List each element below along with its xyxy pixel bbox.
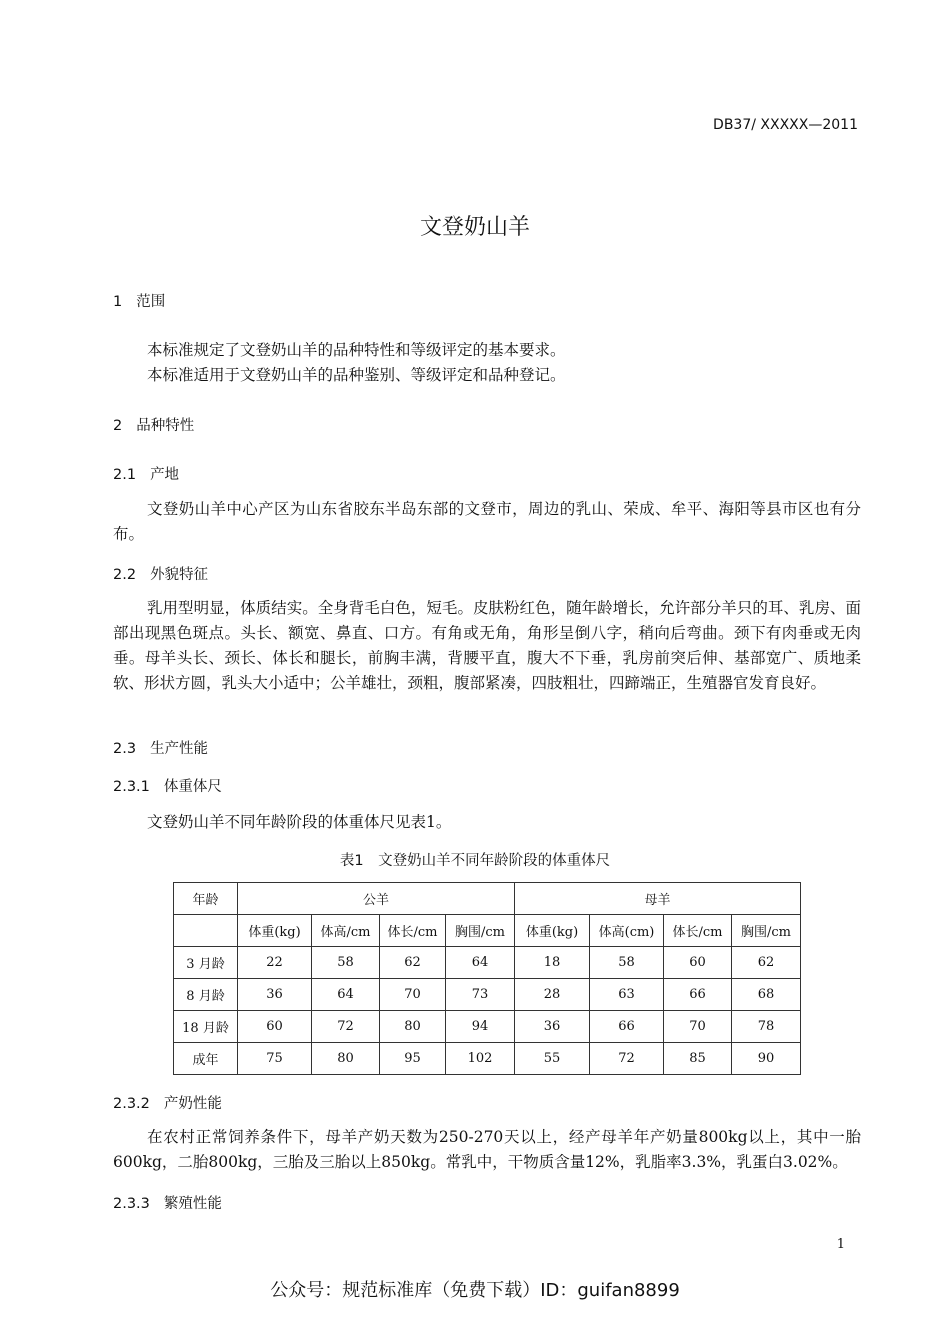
age-cell: 成年 (174, 1043, 238, 1075)
section-title: 品种特性 (136, 418, 195, 434)
column-header: 体高/cm (312, 915, 380, 947)
table-cell: 36 (515, 1011, 590, 1043)
table-cell: 62 (380, 947, 446, 979)
column-header: 体重(kg) (238, 915, 312, 947)
table-row (174, 947, 801, 979)
scope-line-1: 本标准规定了文登奶山羊的品种特性和等级评定的基本要求。 (147, 341, 566, 359)
page-number: 1 (836, 1237, 845, 1252)
table-cell: 66 (664, 979, 732, 1011)
table-cell: 70 (664, 1011, 732, 1043)
section-number: 2 (113, 418, 123, 434)
table-row (174, 1011, 801, 1043)
table-cell: 73 (446, 979, 515, 1011)
section-2-3-2-heading (113, 1092, 222, 1113)
section-title: 范围 (136, 294, 166, 310)
table-cell: 63 (590, 979, 664, 1011)
section-title: 体重体尺 (163, 779, 222, 795)
section-2-1-heading (113, 463, 179, 484)
age-cell: 8 月龄 (174, 979, 238, 1011)
table-cell: 72 (312, 1011, 380, 1043)
section-title: 产地 (150, 467, 180, 483)
table-cell: 22 (238, 947, 312, 979)
age-cell: 3 月龄 (174, 947, 238, 979)
table-cell: 66 (590, 1011, 664, 1043)
male-group-header: 公羊 (238, 883, 515, 915)
table-header-row (174, 883, 801, 915)
table-cell: 58 (590, 947, 664, 979)
section-title: 繁殖性能 (163, 1196, 222, 1212)
table-cell: 58 (312, 947, 380, 979)
table-cell: 60 (238, 1011, 312, 1043)
column-header: 体高(cm) (590, 915, 664, 947)
table-cell: 64 (312, 979, 380, 1011)
table-row (174, 1043, 801, 1075)
table-cell: 28 (515, 979, 590, 1011)
table-subheader-row (174, 915, 801, 947)
column-header: 胸围/cm (732, 915, 801, 947)
table-cell: 36 (238, 979, 312, 1011)
table-cell: 55 (515, 1043, 590, 1075)
table-cell: 70 (380, 979, 446, 1011)
age-header: 年龄 (174, 883, 238, 915)
table-cell: 68 (732, 979, 801, 1011)
section-title: 外貌特征 (150, 567, 209, 583)
table-cell: 94 (446, 1011, 515, 1043)
section-2-2-heading (113, 563, 208, 584)
female-group-header: 母羊 (515, 883, 801, 915)
section-1-heading (113, 290, 165, 311)
table-caption: 表1 文登奶山羊不同年龄阶段的体重体尺 (339, 853, 611, 869)
table-cell (174, 915, 238, 947)
table-reference-line: 文登奶山羊不同年龄阶段的体重体尺见表1。 (147, 813, 452, 831)
section-number: 2.3 (113, 741, 137, 757)
section-2-3-3-heading (113, 1192, 222, 1213)
section-2-3-heading (113, 737, 208, 758)
table-cell: 78 (732, 1011, 801, 1043)
section-number: 2.1 (113, 467, 137, 483)
scope-line-2: 本标准适用于文登奶山羊的品种鉴别、等级评定和品种登记。 (147, 366, 566, 384)
table-cell: 62 (732, 947, 801, 979)
table-cell: 80 (312, 1043, 380, 1075)
section-title: 产奶性能 (163, 1096, 222, 1112)
age-cell: 18 月龄 (174, 1011, 238, 1043)
column-header: 体重(kg) (515, 915, 590, 947)
section-number: 2.3.2 (113, 1096, 150, 1112)
table-row (174, 979, 801, 1011)
column-header: 体长/cm (380, 915, 446, 947)
table-cell: 90 (732, 1043, 801, 1075)
table-cell: 85 (664, 1043, 732, 1075)
table-cell: 80 (380, 1011, 446, 1043)
section-2-3-1-heading (113, 775, 222, 796)
column-header: 体长/cm (664, 915, 732, 947)
column-header: 胸围/cm (446, 915, 515, 947)
document-title: 文登奶山羊 (419, 215, 530, 240)
origin-paragraph: 文登奶山羊中心产区为山东省胶东半岛东部的文登市，周边的乳山、荣成、牟平、海阳等县市区也有分布。 (113, 500, 861, 543)
table-cell: 72 (590, 1043, 664, 1075)
milk-performance-paragraph: 在农村正常饲养条件下，母羊产奶天数为250-270天以上，经产母羊年产奶量800kg以上，其中一胎600kg，二胎800kg，三胎及三胎以上850kg。常乳中，干物质含量12%，乳脂率3.3%，乳蛋白3.02%。 (113, 1128, 861, 1171)
section-number: 2.2 (113, 567, 137, 583)
weight-size-table (173, 882, 801, 1075)
table-cell: 64 (446, 947, 515, 979)
table-cell: 18 (515, 947, 590, 979)
table-cell: 60 (664, 947, 732, 979)
section-title: 生产性能 (150, 741, 209, 757)
section-number: 1 (113, 294, 123, 310)
table-cell: 102 (446, 1043, 515, 1075)
standard-number: DB37/ XXXXX—2011 (713, 117, 858, 133)
footer-watermark: 公众号：规范标准库（免费下载）ID：guifan8899 (270, 1280, 680, 1301)
table-cell: 95 (380, 1043, 446, 1075)
appearance-paragraph: 乳用型明显，体质结实。全身背毛白色，短毛。皮肤粉红色，随年龄增长，允许部分羊只的耳、乳房、面部出现黑色斑点。头长、额宽、鼻直、口方。有角或无角，角形呈倒八字，稍向后弯曲。颈下有肉垂或无肉垂。母羊头长、颈长、体长和腿长，前胸丰满，背腰平直，腹大不下垂，乳房前突后伸、基部宽广、质地柔软、形状方圆，乳头大小适中；公羊雄壮，颈粗，腹部紧凑，四肢粗壮，四蹄端正，生殖器官发育良好。 (113, 599, 861, 692)
section-number: 2.3.1 (113, 779, 150, 795)
table-cell: 75 (238, 1043, 312, 1075)
section-number: 2.3.3 (113, 1196, 150, 1212)
section-2-heading (113, 414, 194, 435)
